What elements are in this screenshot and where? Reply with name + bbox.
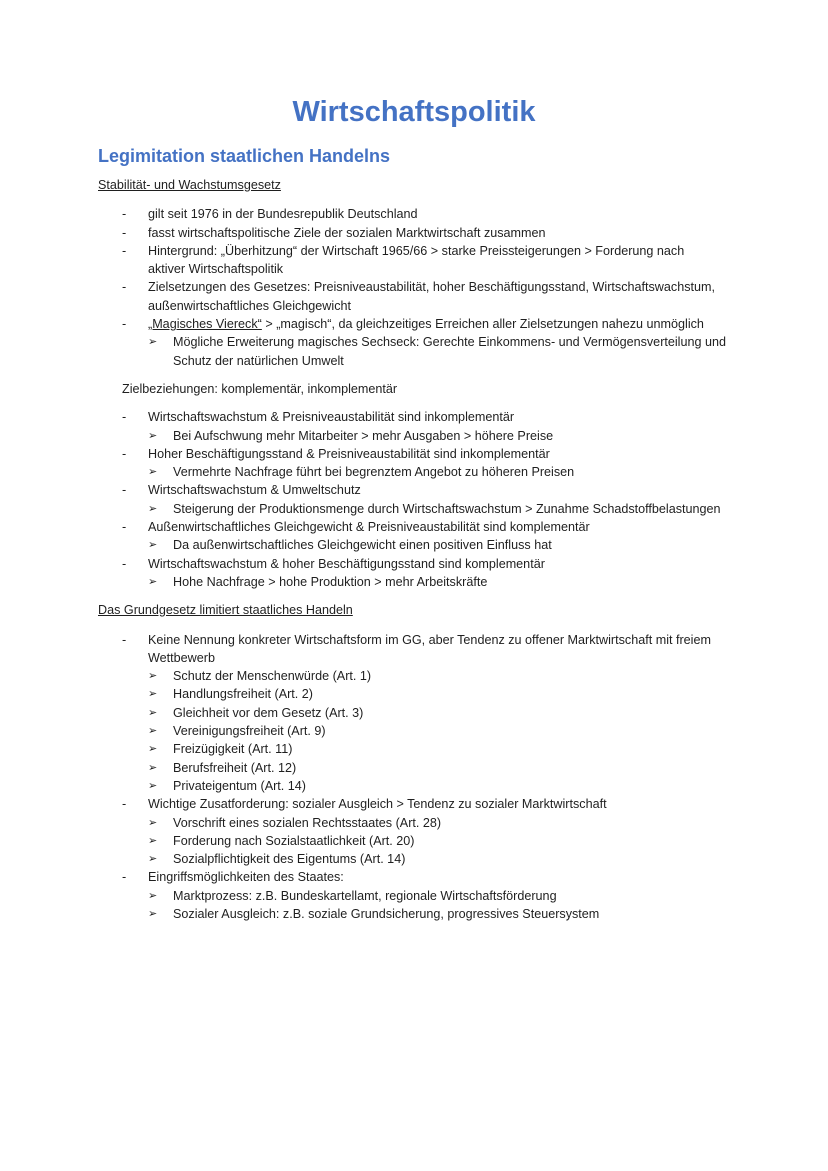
arrow-bullet-icon: ➢: [148, 907, 158, 920]
dash-bullet: -: [122, 225, 127, 240]
sub-list-item-continuation: Schutz der natürlichen Umwelt: [173, 353, 344, 368]
list-item: - „Magisches Viereck“ > „magisch“, da gleichzeitiges Erreichen aller Zielsetzungen nahezu unmöglich: [98, 315, 738, 333]
section-title: Legimitation staatlichen Handelns: [98, 146, 391, 166]
dash-bullet: -: [122, 207, 127, 222]
sub-list-item: ➢ Forderung nach Sozialstaatlichkeit (Art. 20): [98, 832, 738, 850]
sub-list-item: ➢ Schutz der Menschenwürde (Art. 1): [98, 667, 738, 685]
sub-list-item: ➢ Vorschrift eines sozialen Rechtsstaates (Art. 28): [98, 814, 738, 832]
sub-list-item: ➢ Handlungsfreiheit (Art. 2): [98, 685, 738, 703]
sub-list-item: ➢ Hohe Nachfrage > hohe Produktion > mehr Arbeitskräfte: [98, 573, 738, 591]
arrow-bullet-icon: ➢: [148, 429, 158, 442]
arrow-bullet-icon: ➢: [148, 466, 158, 479]
list-item: - Eingriffsmöglichkeiten des Staates:: [98, 868, 738, 886]
list-item: - Wirtschaftswachstum & hoher Beschäftigungsstand sind komplementär: [98, 555, 738, 573]
arrow-bullet-icon: ➢: [148, 761, 158, 774]
dash-bullet: -: [122, 243, 127, 258]
list-item-continuation: außenwirtschaftliches Gleichgewicht: [148, 298, 351, 313]
sub-list-item: ➢ Marktprozess: z.B. Bundeskartellamt, regionale Wirtschaftsförderung: [98, 887, 738, 905]
sub-list-item: ➢ Steigerung der Produktionsmenge durch Wirtschaftswachstum > Zunahme Schadstoffbelastungen: [98, 500, 738, 518]
dash-bullet: -: [122, 483, 127, 498]
dash-bullet: -: [122, 556, 127, 571]
arrow-bullet-icon: ➢: [148, 539, 158, 552]
sub-list-item: ➢ Sozialpflichtigkeit des Eigentums (Art. 14): [98, 850, 738, 868]
page-title: Wirtschaftspolitik: [292, 96, 536, 128]
sub-list-item: ➢ Mögliche Erweiterung magisches Sechseck: Gerechte Einkommens- und Vermögensverteilung und: [98, 333, 738, 351]
list-item-continuation: aktiver Wirtschaftspolitik: [148, 262, 284, 277]
list-item: - fasst wirtschaftspolitische Ziele der sozialen Marktwirtschaft zusammen: [98, 224, 738, 242]
sub-list-item: ➢ Privateigentum (Art. 14): [98, 777, 738, 795]
section-heading-stability-law: Stabilität- und Wachstumsgesetz: [98, 178, 281, 192]
magic-square-term: „Magisches Viereck“: [148, 317, 262, 332]
arrow-bullet-icon: ➢: [148, 688, 158, 701]
dash-bullet: -: [122, 446, 127, 461]
dash-bullet: -: [122, 280, 127, 295]
sub-list-item: ➢ Da außenwirtschaftliches Gleichgewicht einen positiven Einfluss hat: [98, 536, 738, 554]
list-item: - Zielsetzungen des Gesetzes: Preisniveaustabilität, hoher Beschäftigungsstand, Wirtschaftswachstum,: [98, 278, 738, 296]
dash-bullet: -: [122, 797, 127, 812]
dash-bullet: -: [122, 520, 127, 535]
dash-bullet: -: [122, 410, 127, 425]
sub-list-item: ➢ Bei Aufschwung mehr Mitarbeiter > mehr Ausgaben > höhere Preise: [98, 427, 738, 445]
list-item: - Hintergrund: „Überhitzung“ der Wirtschaft 1965/66 > starke Preissteigerungen > Forderung nach: [98, 242, 738, 260]
arrow-bullet-icon: ➢: [148, 670, 158, 683]
arrow-bullet-icon: ➢: [148, 743, 158, 756]
list-item: - Hoher Beschäftigungsstand & Preisniveaustabilität sind inkomplementär: [98, 445, 738, 463]
sub-list-item: ➢ Gleichheit vor dem Gesetz (Art. 3): [98, 704, 738, 722]
arrow-bullet-icon: ➢: [148, 889, 158, 902]
sub-list-item: ➢ Vereinigungsfreiheit (Art. 9): [98, 722, 738, 740]
list-item: - Wirtschaftswachstum & Preisniveaustabilität sind inkomplementär: [98, 408, 738, 426]
list-item: - Wirtschaftswachstum & Umweltschutz: [98, 481, 738, 499]
arrow-bullet-icon: ➢: [148, 575, 158, 588]
document-body: [98, 176, 738, 923]
dash-bullet: -: [122, 870, 127, 885]
arrow-bullet-icon: ➢: [148, 336, 158, 349]
list-item: - Außenwirtschaftliches Gleichgewicht & Preisniveaustabilität sind komplementär: [98, 518, 738, 536]
arrow-bullet-icon: ➢: [148, 725, 158, 738]
list-item: - gilt seit 1976 in der Bundesrepublik Deutschland: [98, 205, 738, 223]
sub-list-item: ➢ Sozialer Ausgleich: z.B. soziale Grundsicherung, progressives Steuersystem: [98, 905, 738, 923]
arrow-bullet-icon: ➢: [148, 779, 158, 792]
dash-bullet: -: [122, 317, 127, 332]
dash-bullet: -: [122, 632, 127, 647]
sub-list-item: ➢ Vermehrte Nachfrage führt bei begrenztem Angebot zu höheren Preisen: [98, 463, 738, 481]
arrow-bullet-icon: ➢: [148, 706, 158, 719]
relations-intro: Zielbeziehungen: komplementär, inkomplementär: [122, 381, 398, 396]
arrow-bullet-icon: ➢: [148, 853, 158, 866]
list-item: - Wichtige Zusatforderung: sozialer Ausgleich > Tendenz zu sozialer Marktwirtschaft: [98, 795, 738, 813]
sub-list-item: ➢ Freizügigkeit (Art. 11): [98, 740, 738, 758]
list-item-continuation: Wettbewerb: [148, 650, 215, 665]
list-item: - Keine Nennung konkreter Wirtschaftsform im GG, aber Tendenz zu offener Marktwirtschaft mit freiem: [98, 631, 738, 649]
section-heading-basic-law: Das Grundgesetz limitiert staatliches Handeln: [98, 603, 353, 618]
arrow-bullet-icon: ➢: [148, 834, 158, 847]
arrow-bullet-icon: ➢: [148, 502, 158, 515]
arrow-bullet-icon: ➢: [148, 816, 158, 829]
sub-list-item: ➢ Berufsfreiheit (Art. 12): [98, 759, 738, 777]
